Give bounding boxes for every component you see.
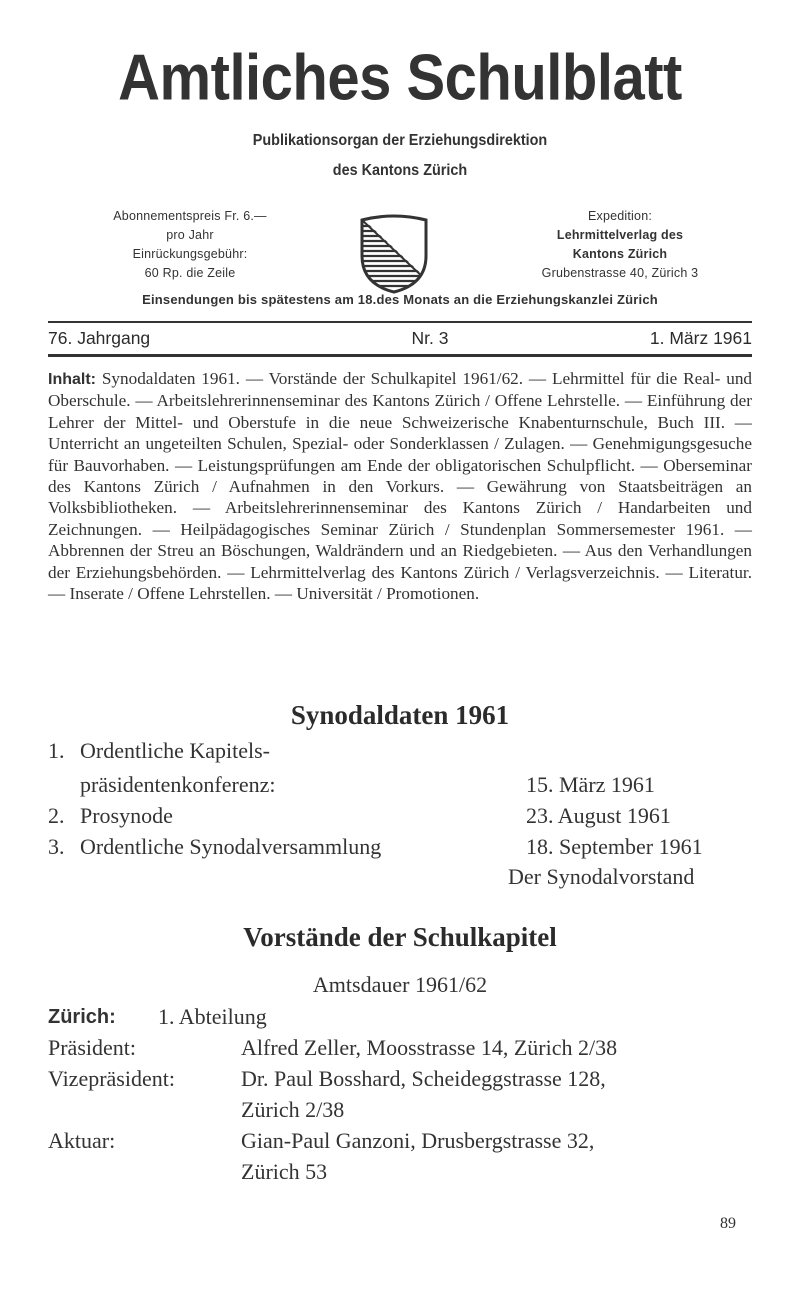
insertion-fee-value: 60 Rp. die Zeile — [144, 266, 236, 280]
officer-role-president: Präsident: — [48, 1035, 136, 1060]
synod-item-3-num: 3. — [48, 834, 65, 859]
table-of-contents — [48, 368, 752, 604]
publisher-name-line2: Kantons Zürich — [572, 247, 668, 261]
page-number: 89 — [720, 1215, 736, 1232]
expedition-info — [490, 207, 750, 283]
expedition-label: Expedition: — [587, 209, 653, 223]
synod-item-2-num: 2. — [48, 803, 65, 828]
submission-deadline: Einsendungen bis spätestens am 18.des Monats an die Erziehungskanzlei Zürich — [142, 292, 658, 307]
synod-heading: Synodaldaten 1961 — [290, 700, 510, 730]
masthead-title: Amtliches Schulblatt — [118, 41, 682, 114]
publisher-address: Grubenstrasse 40, Zürich 3 — [541, 266, 699, 280]
chapter-division: 1. Abteilung — [158, 1004, 267, 1029]
synod-item-1-label-line2: präsidentenkonferenz: — [80, 772, 276, 797]
subscription-price: Abonnementspreis Fr. 6.— — [113, 209, 267, 223]
subscription-info — [80, 207, 300, 283]
officer-vice-president-address-line1: Dr. Paul Bosshard, Scheideggstrasse 128, — [241, 1066, 606, 1091]
issue-date: 1. März 1961 — [649, 327, 752, 348]
chapters-heading: Vorstände der Schulkapitel — [243, 922, 557, 952]
bottom-rule — [48, 354, 752, 357]
synod-item-1-num: 1. — [48, 738, 65, 763]
chapters-term: Amtsdauer 1961/62 — [312, 972, 488, 997]
issue-info-bar — [48, 325, 752, 351]
synod-signature: Der Synodalvorstand — [508, 864, 695, 889]
publisher-name-line1: Lehrmittelverlag des — [556, 228, 684, 242]
insertion-fee-label: Einrückungsgebühr: — [132, 247, 248, 261]
issue-number: Nr. 3 — [411, 327, 449, 348]
chapter-district: Zürich: — [48, 1006, 116, 1028]
officer-president-address: Alfred Zeller, Moosstrasse 14, Zürich 2/38 — [241, 1035, 618, 1060]
officer-role-secretary: Aktuar: — [48, 1128, 116, 1153]
synod-item-3-label: Ordentliche Synodalversammlung — [80, 834, 382, 859]
officer-secretary-address-line2: Zürich 53 — [241, 1159, 328, 1184]
officer-vice-president-address-line2: Zürich 2/38 — [241, 1097, 345, 1122]
issue-volume: 76. Jahrgang — [48, 327, 151, 348]
officer-role-vice-president: Vizepräsident: — [48, 1066, 175, 1091]
synod-item-1-label-line1: Ordentliche Kapitels- — [80, 738, 270, 763]
officer-secretary-address-line1: Gian-Paul Ganzoni, Drusbergstrasse 32, — [241, 1128, 595, 1153]
synod-item-2-label: Prosynode — [80, 803, 173, 828]
synod-item-2-date: 23. August 1961 — [526, 803, 671, 828]
subscription-period: pro Jahr — [166, 228, 214, 242]
contents-text: Synodaldaten 1961. — Vorstände der Schulkapitel 1961/62. — Lehrmittel für die Real- und Oberschule. — Arbeitslehrerinnenseminar des Kantons Zürich / Offene Lehrstelle. — Einführung der Lehrer der Mittel- und Oberstufe in die neue Schweizerische Knabenturnschule, Buch III. — Unterricht an ungeteilten Schulen, Spezial- oder Sonderklassen / Zulagen. — Genehmigungsgesuche für Bauvorhaben. — Leistungsprüfungen am Ende der obligatorischen Schulpflicht. — Oberseminar des Kantons Zürich / Aufnahmen in den Vorkurs. — Gewährung von Staatsbeiträgen an Volksbibliotheken. — Arbeitslehrerinnenseminar des Kantons Zürich / Handarbeiten und Zeichnungen. — Heilpädagogisches Seminar Zürich / Stundenplan Sommersemester 1961. — Abbrennen der Streu an Böschungen, Waldrändern und an Riedgebieten. — Aus den Verhandlungen der Erziehungsbehörden. — Lehrmittelverlag des Kantons Zürich / Verlagsverzeichnis. — Literatur. — Inserate / Offene Lehrstellen. — Universität / Promotionen. — [48, 369, 753, 604]
masthead-subtitle-line2: des Kantons Zürich — [332, 162, 468, 179]
synod-item-3-date: 18. September 1961 — [526, 834, 703, 859]
zurich-coat-of-arms-icon — [358, 212, 430, 294]
synod-item-1-date: 15. März 1961 — [526, 772, 655, 797]
top-rule — [48, 321, 752, 323]
contents-label: Inhalt: — [48, 371, 96, 388]
masthead-subtitle-line1: Publikationsorgan der Erziehungsdirektion — [252, 132, 548, 149]
